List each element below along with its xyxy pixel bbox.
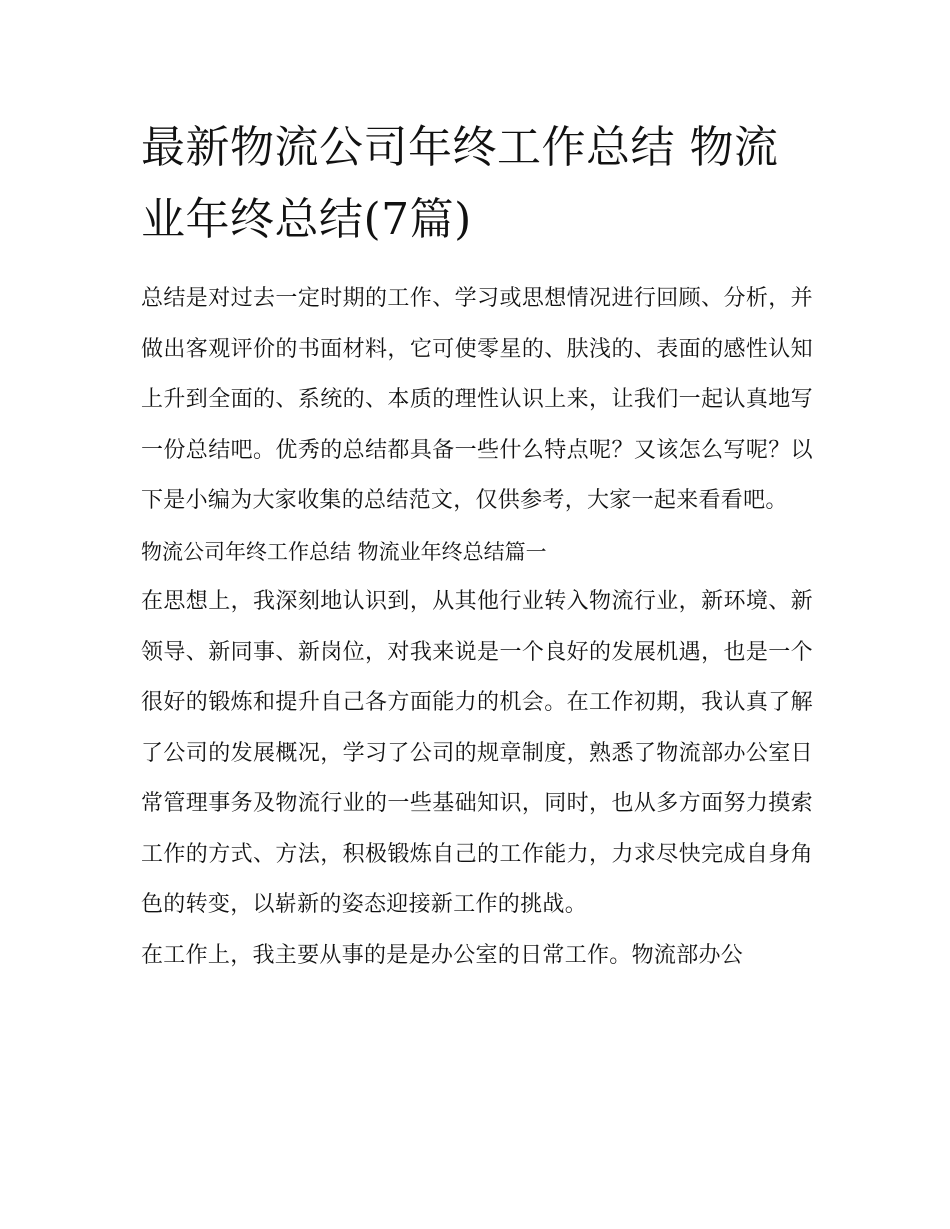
document-page — [141, 112, 813, 981]
body-paragraph-1: 在思想上，我深刻地认识到，从其他行业转入物流行业，新环境、新领导、新同事、新岗位，对我来说是一个良好的发展机遇，也是一个很好的锻炼和提升自己各方面能力的机会。在工作初期，我认真了解了公司的发展概况，学习了公司的规章制度，熟悉了物流部办公室日常管理事务及物流行业的一些基础知识，同时，也从多方面努力摸索工作的方式、方法，积极锻炼自己的工作能力，力求尽快完成自身角色的转变，以崭新的姿态迎接新工作的挑战。 — [141, 589, 813, 917]
document-title: 最新物流公司年终工作总结 物流业年终总结(7篇) — [141, 122, 779, 245]
section-heading: 物流公司年终工作总结 物流业年终总结篇一 — [141, 539, 547, 564]
body-paragraph-2: 在工作上，我主要从事的是是办公室的日常工作。物流部办公 — [141, 942, 744, 968]
intro-paragraph: 总结是对过去一定时期的工作、学习或思想情况进行回顾、分析，并做出客观评价的书面材料，它可使零星的、肤浅的、表面的感性认知上升到全面的、系统的、本质的理性认识上来，让我们一起认真地写一份总结吧。优秀的总结都具备一些什么特点呢？又该怎么写呢？以下是小编为大家收集的总结范文，仅供参考，大家一起来看看吧。 — [141, 286, 813, 513]
